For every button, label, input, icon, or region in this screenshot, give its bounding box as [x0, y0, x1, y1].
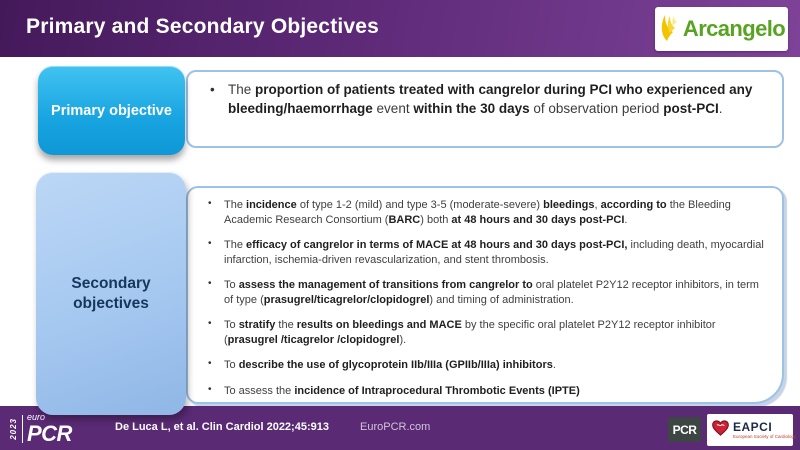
pcr-badge-logo: PCR [668, 417, 701, 442]
arcangelo-wing-icon [658, 11, 680, 48]
heart-icon [712, 420, 729, 441]
bullet-item: • The efficacy of cangrelor in terms of MACE at 48 hours and 30 days post-PCI, including death, myocardial infarction, ischemia-driven revascularization, and stent thrombosis. [202, 238, 768, 267]
bullet-item: • To stratify the results on bleedings and MACE by the specific oral platelet P2Y12 receptor inhibitor (prasugrel /ticagrelor /clopidogrel). [202, 318, 768, 347]
bullet-item: • To assess the incidence of Intraprocedural Thrombotic Events (IPTE) [202, 384, 768, 399]
europcr-pcr-text: PCR [27, 421, 72, 446]
website-text: EuroPCR.com [360, 421, 431, 433]
page-title: Primary and Secondary Objectives [26, 15, 380, 38]
bullet-item: • The incidence of type 1-2 (mild) and type 3-5 (moderate-severe) bleedings, according to the Bleeding Academic Research Consortium (BARC) both at 48 hours and 30 days post-PCI. [202, 198, 768, 227]
citation-text: De Luca L, et al. Clin Cardiol 2022;45:913 [115, 421, 329, 433]
europcr-2023-logo [10, 413, 72, 445]
bullet-item: • The proportion of patients treated with cangrelor during PCI who experienced any bleeding/haemorrhage event within the 30 days of observation period post-PCI. [204, 81, 768, 118]
eapci-tagline: European Society of Cardiology [733, 433, 797, 439]
eapci-logo [707, 414, 797, 446]
secondary-objectives-panel [186, 186, 784, 404]
logo-divider [22, 415, 23, 443]
europcr-year: 2023 [9, 418, 18, 440]
header-bar [0, 0, 800, 57]
primary-objective-label-box [38, 66, 185, 155]
europcr-euro-text: euro [27, 412, 46, 422]
arcangelo-logo-text: Arcangelo [682, 16, 786, 41]
primary-bullet-list [204, 81, 768, 118]
bullet-item: • To assess the management of transitions from cangrelor to oral platelet P2Y12 receptor inhibitors, in term of type (prasugrel/ticagrelor/clopidogrel) and timing of administration. [202, 278, 768, 307]
bullet-item: • To describe the use of glycoprotein IIb/IIIa (GPIIb/IIIa) inhibitors. [202, 358, 768, 373]
secondary-objectives-label: Secondary objectives [71, 275, 151, 312]
eapci-name: EAPCI [733, 419, 773, 434]
primary-objective-label: Primary objective [51, 102, 172, 119]
primary-objective-panel [186, 70, 784, 148]
arcangelo-logo [655, 7, 788, 51]
secondary-objectives-label-box [36, 172, 186, 415]
secondary-bullet-list [202, 198, 768, 398]
